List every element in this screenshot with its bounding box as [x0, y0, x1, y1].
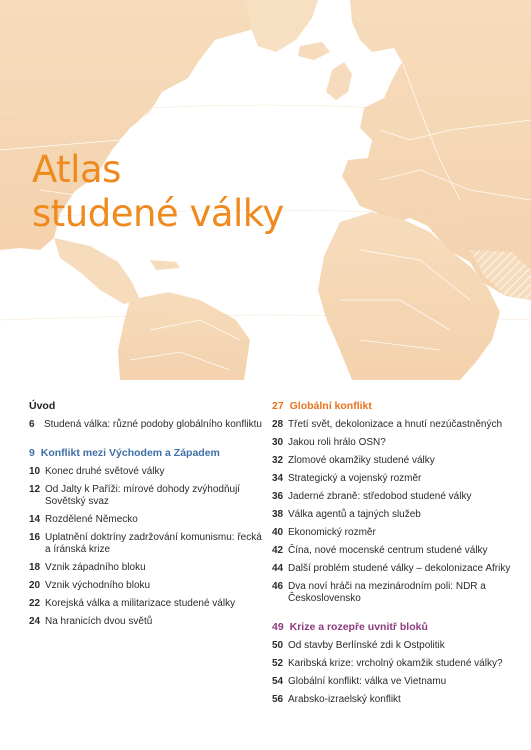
- page-number: 24: [29, 616, 41, 627]
- section-heading-global-conflict[interactable]: [272, 400, 512, 413]
- toc-entry[interactable]: [272, 437, 512, 449]
- page-number: 16: [29, 532, 41, 543]
- toc-entry[interactable]: [272, 473, 512, 485]
- section-page-number: 49: [272, 621, 284, 633]
- entry-title: Na hranicích dvou světů: [45, 616, 153, 627]
- entry-title: Dva noví hráči na mezinárodním poli: NDR a Československo: [288, 581, 486, 604]
- page-number: 56: [272, 694, 284, 705]
- page-number: 46: [272, 581, 284, 592]
- iceland-shape: [298, 42, 330, 60]
- page-number: 10: [29, 466, 41, 477]
- toc-entry[interactable]: [29, 562, 269, 574]
- section-heading-label: Globální konflikt: [289, 400, 372, 412]
- section-heading-intro[interactable]: [29, 400, 269, 413]
- entry-title: Globální konflikt: válka ve Vietnamu: [288, 676, 447, 687]
- entry-title: Od stavby Berlínské zdi k Ostpolitik: [288, 640, 445, 651]
- entry-title: Karibská krize: vrcholný okamžik studené války?: [288, 658, 503, 669]
- entry-title: Korejská válka a militarizace studené války: [45, 598, 236, 609]
- toc-entry[interactable]: [272, 545, 512, 557]
- page-number: 32: [272, 455, 284, 466]
- page-number: 44: [272, 563, 284, 574]
- page-number: 50: [272, 640, 284, 651]
- toc-entry[interactable]: [272, 419, 512, 431]
- toc-entry[interactable]: [272, 676, 512, 688]
- entry-title: Zlomové okamžiky studené války: [288, 455, 435, 466]
- page-number: 22: [29, 598, 41, 609]
- entry-title: Třetí svět, dekolonizace a hnutí nezúčastněných: [288, 419, 503, 430]
- toc-entry[interactable]: [29, 514, 269, 526]
- central-america-shape: [54, 238, 140, 304]
- toc-entry[interactable]: [29, 466, 269, 478]
- entry-title: Jakou roli hrálo OSN?: [288, 437, 386, 448]
- toc-entry[interactable]: [29, 616, 269, 628]
- section-heading-label: Úvod: [29, 400, 56, 412]
- british-isles-shape: [326, 62, 352, 100]
- entry-title: Od Jalty k Paříži: mírové dohody zvýhodňují Sovětský svaz: [45, 484, 241, 507]
- entry-title: Vznik východního bloku: [45, 580, 151, 591]
- page-number: 36: [272, 491, 284, 502]
- book-title: [32, 148, 284, 236]
- toc-entry[interactable]: [272, 491, 512, 503]
- south-america-shape: [118, 292, 250, 380]
- entry-title: Uplatnění doktríny zadržování komunismu: řecká a íránská krize: [45, 532, 262, 555]
- page-number: 54: [272, 676, 284, 687]
- entry-title: Vznik západního bloku: [45, 562, 146, 573]
- entry-title: Jaderné zbraně: středobod studené války: [288, 491, 472, 502]
- toc-left-column: [29, 400, 269, 634]
- page-number: 18: [29, 562, 41, 573]
- title-line-1: Atlas: [32, 148, 121, 191]
- page-number: 6: [29, 419, 35, 430]
- toc-entry[interactable]: [272, 455, 512, 467]
- entry-title: Čína, nové mocenské centrum studené války: [288, 545, 488, 556]
- toc-entry[interactable]: [272, 563, 512, 575]
- section-heading-east-west[interactable]: [29, 447, 269, 460]
- entry-title: Konec druhé světové války: [45, 466, 165, 477]
- toc-entry[interactable]: [272, 640, 512, 652]
- caribbean-islands-shape: [150, 260, 180, 270]
- title-line-2: studené války: [32, 192, 284, 235]
- page-number: 40: [272, 527, 284, 538]
- entry-title: Rozdělené Německo: [45, 514, 138, 525]
- page-number: 30: [272, 437, 284, 448]
- page-number: 38: [272, 509, 284, 520]
- toc-entry[interactable]: [29, 580, 269, 592]
- entry-title: Ekonomický rozměr: [288, 527, 376, 538]
- toc-entry[interactable]: [272, 658, 512, 670]
- entry-title: Další problém studené války – dekolonizace Afriky: [288, 563, 511, 574]
- page-number: 20: [29, 580, 41, 591]
- toc-entry[interactable]: [272, 581, 512, 605]
- toc-entry[interactable]: [29, 532, 269, 556]
- page-number: 28: [272, 419, 284, 430]
- section-page-number: 27: [272, 400, 284, 412]
- page-number: 14: [29, 514, 41, 525]
- entry-title: Studená válka: různé podoby globálního konfliktu: [44, 419, 262, 430]
- page-number: 12: [29, 484, 41, 495]
- toc-entry[interactable]: [272, 509, 512, 521]
- page-number: 42: [272, 545, 284, 556]
- section-page-number: 9: [29, 447, 35, 459]
- toc-entry[interactable]: [29, 484, 269, 508]
- entry-title: Strategický a vojenský rozměr: [288, 473, 422, 484]
- toc-entry[interactable]: [272, 527, 512, 539]
- entry-title: Válka agentů a tajných služeb: [288, 509, 421, 520]
- toc-entry[interactable]: [272, 694, 512, 706]
- toc-entry[interactable]: [29, 598, 269, 610]
- entry-title: Arabsko-izraelský konflikt: [288, 694, 401, 705]
- toc-entry[interactable]: [29, 419, 269, 431]
- toc-right-column: [272, 400, 512, 712]
- page-number: 34: [272, 473, 284, 484]
- page-number: 52: [272, 658, 284, 669]
- greenland-shape: [246, 0, 318, 52]
- section-heading-label: Konflikt mezi Východem a Západem: [40, 447, 220, 459]
- section-heading-bloc-crises[interactable]: [272, 621, 512, 634]
- section-heading-label: Krize a rozepře uvnitř bloků: [289, 621, 428, 633]
